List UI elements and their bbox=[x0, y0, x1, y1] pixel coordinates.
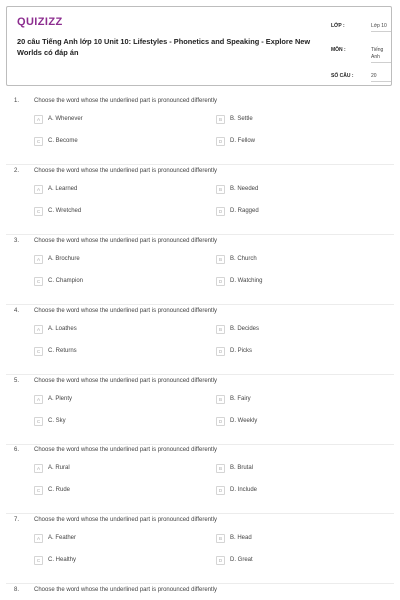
option-letter-box: C bbox=[34, 137, 43, 146]
option-text: D. Picks bbox=[230, 348, 253, 354]
meta-label: LỚP : bbox=[331, 23, 345, 29]
option-letter-box: D bbox=[216, 417, 225, 426]
option-text: D. Ragged bbox=[230, 208, 259, 214]
quizizz-logo: QUIZIZZ bbox=[17, 16, 63, 28]
question-divider bbox=[6, 583, 394, 584]
question-text: Choose the word whose the underlined part is pronounced differently bbox=[34, 378, 218, 384]
meta-value: Tiếng Anh bbox=[371, 47, 391, 63]
option-text: C. Healthy bbox=[48, 557, 77, 563]
quiz-header-card bbox=[6, 6, 392, 86]
option-letter-box: C bbox=[34, 486, 43, 495]
option-text: A. Plenty bbox=[48, 396, 73, 402]
question-divider bbox=[6, 444, 394, 445]
option-text: C. Rude bbox=[48, 487, 71, 493]
option-letter-box: C bbox=[34, 556, 43, 565]
question-divider bbox=[6, 234, 394, 235]
question-text: Choose the word whose the underlined part is pronounced differently bbox=[34, 447, 218, 453]
option-text: D. Watching bbox=[230, 278, 263, 284]
option-letter-box: B bbox=[216, 185, 225, 194]
question-number: 3. bbox=[14, 238, 20, 244]
option-text: A. Brochure bbox=[48, 256, 80, 262]
question-divider bbox=[6, 164, 394, 165]
option-text: A. Learned bbox=[48, 186, 78, 192]
meta-value: Lớp 10 bbox=[371, 23, 391, 32]
option-letter-box: C bbox=[34, 207, 43, 216]
option-letter-box: C bbox=[34, 277, 43, 286]
option-text: B. Decides bbox=[230, 326, 260, 332]
option-text: B. Needed bbox=[230, 186, 259, 192]
meta-label: SỐ CÂU : bbox=[331, 73, 354, 79]
option-letter-box: B bbox=[216, 395, 225, 404]
option-letter-box: B bbox=[216, 325, 225, 334]
option-text: B. Brutal bbox=[230, 465, 254, 471]
meta-label: MÔN : bbox=[331, 47, 346, 53]
option-text: A. Loathes bbox=[48, 326, 77, 332]
option-text: B. Settle bbox=[230, 116, 253, 122]
option-letter-box: A bbox=[34, 255, 43, 264]
question-text: Choose the word whose the underlined part is pronounced differently bbox=[34, 587, 218, 593]
option-letter-box: C bbox=[34, 417, 43, 426]
question-number: 2. bbox=[14, 168, 20, 174]
question-text: Choose the word whose the underlined part is pronounced differently bbox=[34, 308, 218, 314]
option-text: C. Wretched bbox=[48, 208, 82, 214]
option-text: A. Rural bbox=[48, 465, 70, 471]
question-number: 8. bbox=[14, 587, 20, 593]
question-divider bbox=[6, 513, 394, 514]
option-letter-box: D bbox=[216, 486, 225, 495]
option-text: A. Whenever bbox=[48, 116, 83, 122]
option-letter-box: B bbox=[216, 255, 225, 264]
option-letter-box: C bbox=[34, 347, 43, 356]
option-text: C. Become bbox=[48, 138, 78, 144]
question-number: 7. bbox=[14, 517, 20, 523]
option-letter-box: B bbox=[216, 534, 225, 543]
question-text: Choose the word whose the underlined part is pronounced differently bbox=[34, 238, 218, 244]
option-text: C. Champion bbox=[48, 278, 84, 284]
option-letter-box: D bbox=[216, 137, 225, 146]
question-text: Choose the word whose the underlined part is pronounced differently bbox=[34, 168, 218, 174]
option-letter-box: B bbox=[216, 464, 225, 473]
question-number: 5. bbox=[14, 378, 20, 384]
option-text: D. Include bbox=[230, 487, 258, 493]
option-text: C. Sky bbox=[48, 418, 66, 424]
option-letter-box: A bbox=[34, 185, 43, 194]
option-text: D. Great bbox=[230, 557, 253, 563]
option-text: C. Returns bbox=[48, 348, 77, 354]
option-text: B. Church bbox=[230, 256, 257, 262]
option-letter-box: D bbox=[216, 277, 225, 286]
option-text: D. Weekly bbox=[230, 418, 258, 424]
option-text: A. Feather bbox=[48, 535, 77, 541]
option-letter-box: D bbox=[216, 347, 225, 356]
option-text: B. Head bbox=[230, 535, 252, 541]
option-letter-box: D bbox=[216, 207, 225, 216]
option-letter-box: A bbox=[34, 395, 43, 404]
question-number: 1. bbox=[14, 98, 20, 104]
option-letter-box: A bbox=[34, 325, 43, 334]
question-divider bbox=[6, 374, 394, 375]
question-text: Choose the word whose the underlined part is pronounced differently bbox=[34, 98, 218, 104]
question-number: 4. bbox=[14, 308, 20, 314]
option-letter-box: A bbox=[34, 464, 43, 473]
option-letter-box: B bbox=[216, 115, 225, 124]
document-title: 20 câu Tiếng Anh lớp 10 Unit 10: Lifestyles - Phonetics and Speaking - Explore New Worlds có đáp án bbox=[17, 37, 311, 57]
question-text: Choose the word whose the underlined part is pronounced differently bbox=[34, 517, 218, 523]
option-letter-box: A bbox=[34, 115, 43, 124]
question-divider bbox=[6, 304, 394, 305]
option-text: B. Fairy bbox=[230, 396, 251, 402]
question-number: 6. bbox=[14, 447, 20, 453]
option-letter-box: A bbox=[34, 534, 43, 543]
option-text: D. Fellow bbox=[230, 138, 256, 144]
option-letter-box: D bbox=[216, 556, 225, 565]
meta-value: 20 bbox=[371, 73, 391, 82]
